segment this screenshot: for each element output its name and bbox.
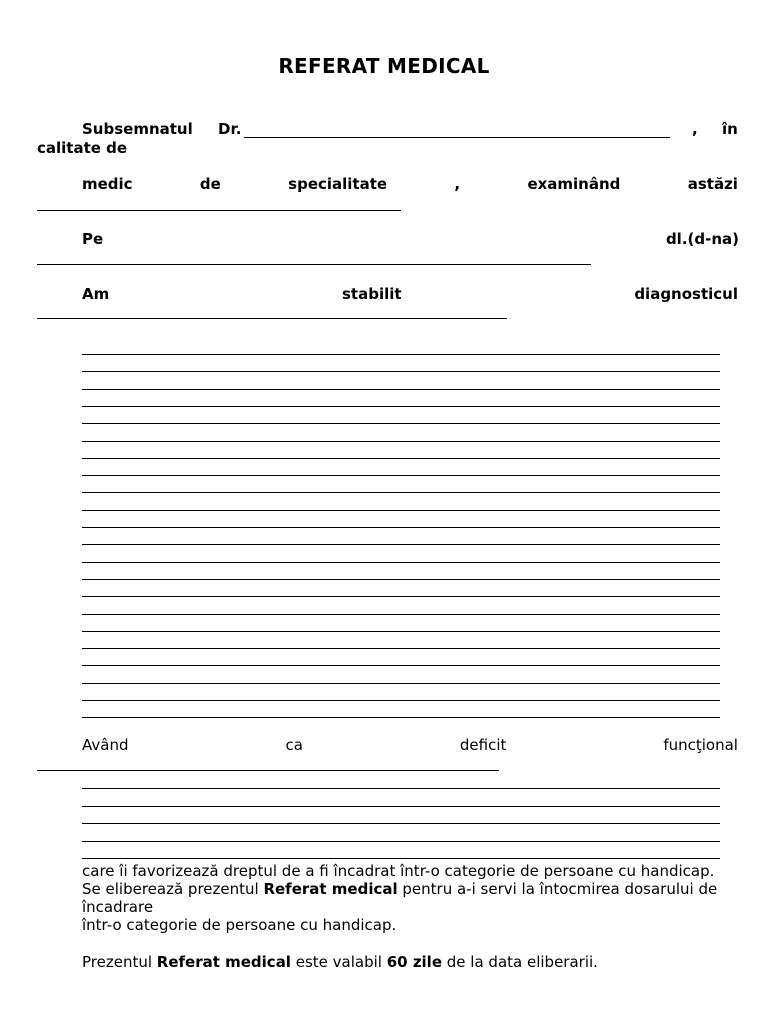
diagnostic-blank-line[interactable] [82, 614, 720, 615]
valabil-text [82, 953, 598, 971]
diagnosticul-word: diagnosticul [634, 285, 738, 303]
diagnostic-blank-line[interactable] [82, 458, 720, 459]
diagnostic-blank-line[interactable] [82, 406, 720, 407]
dr-label: Dr. [218, 120, 242, 138]
diagnostic-blank-line[interactable] [82, 665, 720, 666]
medic-line [82, 175, 738, 193]
examinand-word: examinând [527, 175, 621, 193]
valabil-c: de la data eliberarii. [442, 953, 598, 971]
comma-word: , [454, 175, 461, 193]
diagnostic-line [82, 285, 738, 303]
ca-word: ca [285, 736, 303, 754]
diagnostic-blank-line[interactable] [82, 717, 720, 718]
diagnostic-blank-line[interactable] [82, 441, 720, 442]
elibereaza-a: Se eliberează prezentul [82, 880, 264, 898]
diagnostic-blank-line[interactable] [82, 354, 720, 355]
diagnostic-blank-line[interactable] [82, 371, 720, 372]
diagnostic-blank-line[interactable] [82, 492, 720, 493]
deficit-blank-line[interactable] [82, 788, 720, 789]
valabil-bold1: Referat medical [156, 953, 291, 971]
diagnostic-blank-line[interactable] [82, 631, 720, 632]
de-word: de [199, 175, 221, 193]
deficit-line [82, 736, 738, 754]
subsemnatul-label: Subsemnatul [82, 120, 193, 138]
favorizeaza-text: care îi favorizează dreptul de a fi încadrat într-o categorie de persoane cu handicap. [82, 862, 715, 880]
incadrare-text: încadrare [82, 898, 154, 916]
diagnostic-blank-line[interactable] [82, 475, 720, 476]
diagnostic-blank-line[interactable] [82, 683, 720, 684]
patient-name-field[interactable] [37, 264, 591, 265]
valabil-a: Prezentul [82, 953, 157, 971]
diagnostic-blank-line[interactable] [82, 700, 720, 701]
dl-dna-label: dl.(d-na) [665, 230, 739, 248]
calitate-label: calitate de [37, 139, 128, 157]
diagnostic-blank-line[interactable] [82, 544, 720, 545]
deficit-field-start[interactable] [37, 770, 499, 771]
valabil-bold2: 60 zile [386, 953, 443, 971]
deficit-blank-line[interactable] [82, 841, 720, 842]
stabilit-word: stabilit [342, 285, 402, 303]
functional-word: funcţional [663, 736, 738, 754]
elibereaza-text [82, 880, 717, 898]
diagnostic-blank-line[interactable] [82, 510, 720, 511]
medic-word: medic [82, 175, 133, 193]
deficit-blank-line[interactable] [82, 823, 720, 824]
diagnostic-field-start[interactable] [37, 318, 507, 319]
diagnostic-blank-line[interactable] [82, 423, 720, 424]
deficit-blank-line[interactable] [82, 858, 720, 859]
doctor-name-field[interactable] [244, 137, 670, 138]
page-title: REFERAT MEDICAL [278, 54, 490, 78]
diagnostic-blank-line[interactable] [82, 596, 720, 597]
in-label: în [722, 120, 738, 138]
specialitate-field[interactable] [37, 210, 401, 211]
elibereaza-bold: Referat medical [263, 880, 398, 898]
astazi-word: astăzi [687, 175, 738, 193]
elibereaza-b: pentru a-i servi la întocmirea dosarului de [397, 880, 718, 898]
diagnostic-blank-line[interactable] [82, 562, 720, 563]
diagnostic-blank-line[interactable] [82, 579, 720, 580]
comma-label: , [692, 120, 698, 138]
pe-label: Pe [82, 230, 104, 248]
diagnostic-blank-line[interactable] [82, 648, 720, 649]
diagnostic-blank-line[interactable] [82, 527, 720, 528]
deficit-blank-line[interactable] [82, 806, 720, 807]
deficit-word: deficit [459, 736, 507, 754]
avand-word: Având [82, 736, 129, 754]
am-word: Am [82, 285, 110, 303]
diagnostic-blank-line[interactable] [82, 389, 720, 390]
categorie-text: într-o categorie de persoane cu handicap. [82, 916, 397, 934]
specialitate-word: specialitate [288, 175, 388, 193]
valabil-b: este valabil [290, 953, 387, 971]
